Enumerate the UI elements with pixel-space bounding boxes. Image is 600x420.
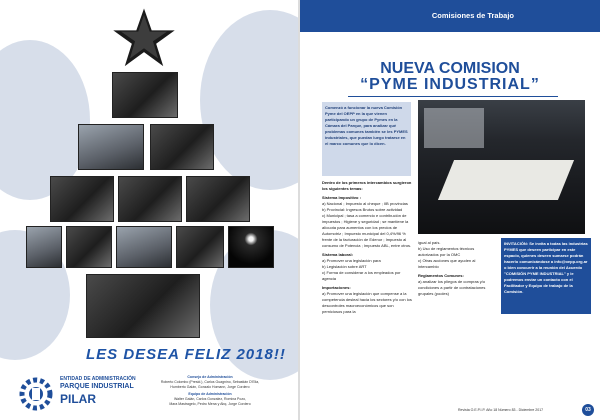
- section-label: Comisiones de Trabajo: [431, 11, 514, 20]
- credits-line: Mara Mastragelo, Pedro Mena y Abq. Jorge Cordero: [169, 402, 251, 406]
- list-item: b) Provincial: Ingresos Brutos sobre actividad: [322, 207, 403, 212]
- photo-construction: [118, 176, 182, 222]
- photo-site: [26, 226, 62, 268]
- right-page: [300, 0, 600, 420]
- column-middle: [418, 240, 496, 297]
- heading-reglamentos: Reglamentos Comunes:: [418, 273, 464, 278]
- photo-night-light: [228, 226, 274, 268]
- photo-road: [78, 124, 144, 170]
- photo-building: [66, 226, 112, 268]
- credits-line: Walter Galán, Carlos Gonzalez, Romina Pozo,: [173, 397, 247, 401]
- heading-importaciones: Importaciones:: [322, 285, 351, 290]
- column-left: [322, 180, 412, 315]
- photo-aerial-park: [86, 274, 200, 338]
- photo-works: [186, 176, 250, 222]
- logo-city: PILAR: [60, 392, 96, 406]
- photo-crane: [176, 226, 224, 268]
- decorative-blob: [200, 10, 298, 190]
- list-item: c) Forma de considerar a los empleados por agencia: [322, 270, 401, 281]
- list-item: a) Nacional ; Impuesto al cheque ; IIB provincias: [322, 201, 408, 206]
- logo-subtitle: ENTIDAD DE ADMINISTRACIÓN: [60, 376, 136, 382]
- topics-intro: Dentro de los primeros intercambios surgieron los siguientes temas:: [322, 180, 412, 191]
- article-subtitle: “PYME INDUSTRIAL”: [360, 76, 540, 93]
- invitation-box: INVITACIÓN: Se invita a todas las industrias PYMES que deseen participar en este espacio, quienes deseen sumarse podrán hacerlo comunicándose a info@oepp.org.ar o bien concurrir a la reunión del Acuerdo "COMISIÓN PYME INDUSTRIAL" y le podremos enviar un contacto con el Facilitador y Equipo de trabajo de la Comisión.: [501, 238, 591, 314]
- list-item: c) Otras acciones que ayuden al intercambio: [418, 258, 476, 269]
- logo-name: PARQUE INDUSTRIAL: [60, 383, 134, 390]
- photo-roundabout: [112, 72, 178, 118]
- credits-line: Humberto Galán, Gonzalo Homann, Jorge Cordero: [170, 385, 250, 389]
- intro-box: Comenzó a funcionar la nueva Comisión Pyme del OEPP en la que vienen participando un grupo de Pymes en la Cámara del Parque, para analizar qué problemas comunes también se les PYMES industriales, que puedan luego tratarse en el marco comunes que lo dicen.: [322, 102, 411, 176]
- left-page: [0, 0, 298, 420]
- list-item: c) Municipal ; tasa a comercio e contribución de impuestos ; Higiene y seguridad ; se mantiene la alícuota para aumentos con los precios de Automotriz ; Impuesto municipal del 0,4%/96 % frente de la facturación de Edenor ; Impuesto al consumo de Potencia ; Impuesto ABL, entre otros.: [322, 213, 412, 248]
- meeting-photo: [418, 100, 585, 234]
- heading-impositivo: Sistema Impositivo :: [322, 195, 361, 200]
- page-number: 03: [582, 404, 594, 416]
- credits-heading: Equipo de Administración: [188, 392, 232, 396]
- meeting-table: [438, 160, 574, 200]
- photo-shed: [116, 226, 172, 268]
- title-divider: [348, 96, 558, 97]
- window-reflection: [424, 108, 484, 148]
- list-item: b) Legislación sobre ART: [322, 264, 367, 269]
- list-item: igual al país.: [418, 240, 441, 245]
- list-item: a) Promover una legislación para: [322, 258, 381, 263]
- photo-streetlights: [50, 176, 114, 222]
- greeting-text: LES DESEA FELIZ 2018!!: [86, 346, 286, 363]
- star-icon: [112, 6, 176, 70]
- article-title: NUEVA COMISION: [380, 60, 520, 77]
- credits-line: Roberto Colombo (Presid.), Carlos Guagnino, Sebastián D'Elia,: [160, 380, 260, 384]
- heading-laboral: Sistema laboral:: [322, 252, 353, 257]
- list-item: b) Uso de reglamentos técnicos autorizados por la OMC: [418, 246, 475, 257]
- credits-block: [150, 375, 270, 407]
- photo-avenue: [150, 124, 214, 170]
- list-item: a) analizar los pliegos de compras y/o condiciones a partir de contrataciones grupales (pooles): [418, 279, 486, 296]
- credits-heading: Consejo de Administración: [187, 375, 233, 379]
- list-item: a) Promover una legislación que compense a la competencia desleal hacia los sectores y/o con los descontroles macroeconómicos que son perniciosos para la: [322, 291, 412, 314]
- footer-text: Revista O.E.P.I.P. Año 18 Número 83 - Diciembre 2017: [458, 408, 544, 412]
